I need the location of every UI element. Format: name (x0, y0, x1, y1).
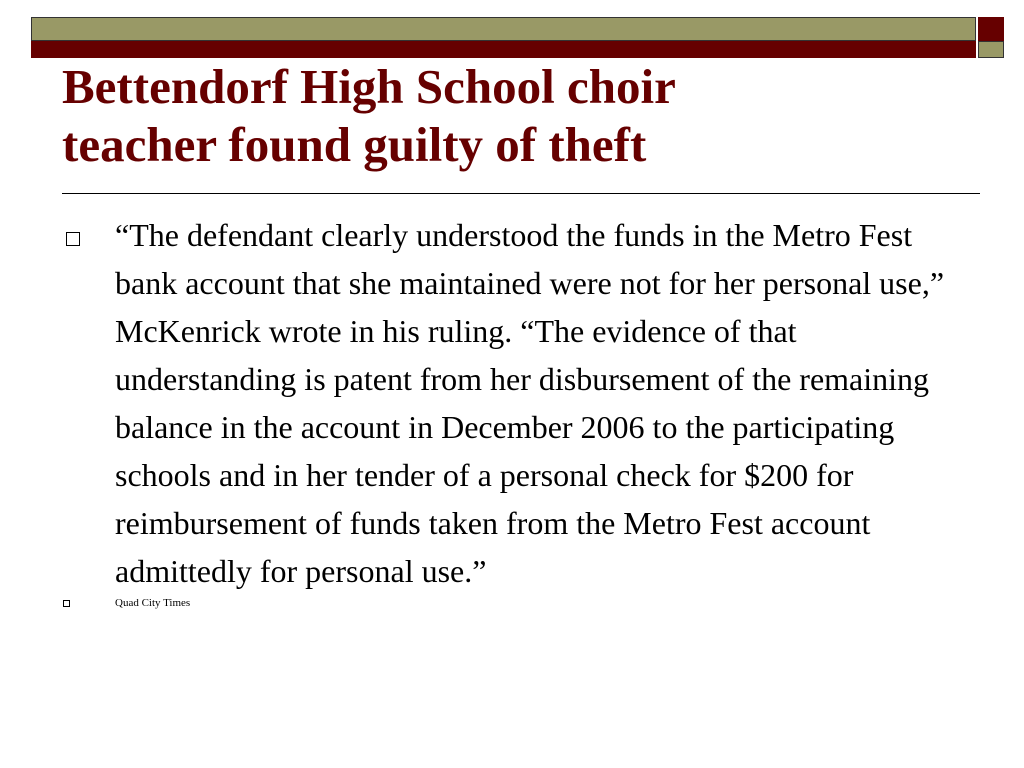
bullet-list (62, 211, 962, 611)
hollow-square-bullet-icon (66, 232, 80, 246)
slide-title: Bettendorf High School choir teacher found guilty of theft (62, 59, 676, 172)
title-divider (62, 193, 980, 194)
corner-square-olive (978, 41, 1004, 58)
corner-square-maroon (978, 17, 1004, 41)
bullet-source-text: Quad City Times (115, 597, 191, 609)
header-bar-olive (31, 17, 976, 41)
bullet-source (62, 595, 962, 611)
header-bar-maroon (31, 41, 976, 58)
hollow-square-bullet-icon (63, 600, 70, 607)
bullet-quote-text: “The defendant clearly understood the funds in the Metro Fest bank account that she maintained were not for her personal use,” McKenrick wrote in his ruling. “The evidence of that understanding is patent from her disbursement of the remaining balance in the account in December 2006 to the participating schools and in her tender of a personal check for $200 for reimbursement of funds taken from the Metro Fest account admittedly for personal use.” (115, 217, 945, 589)
bullet-quote (62, 211, 962, 595)
